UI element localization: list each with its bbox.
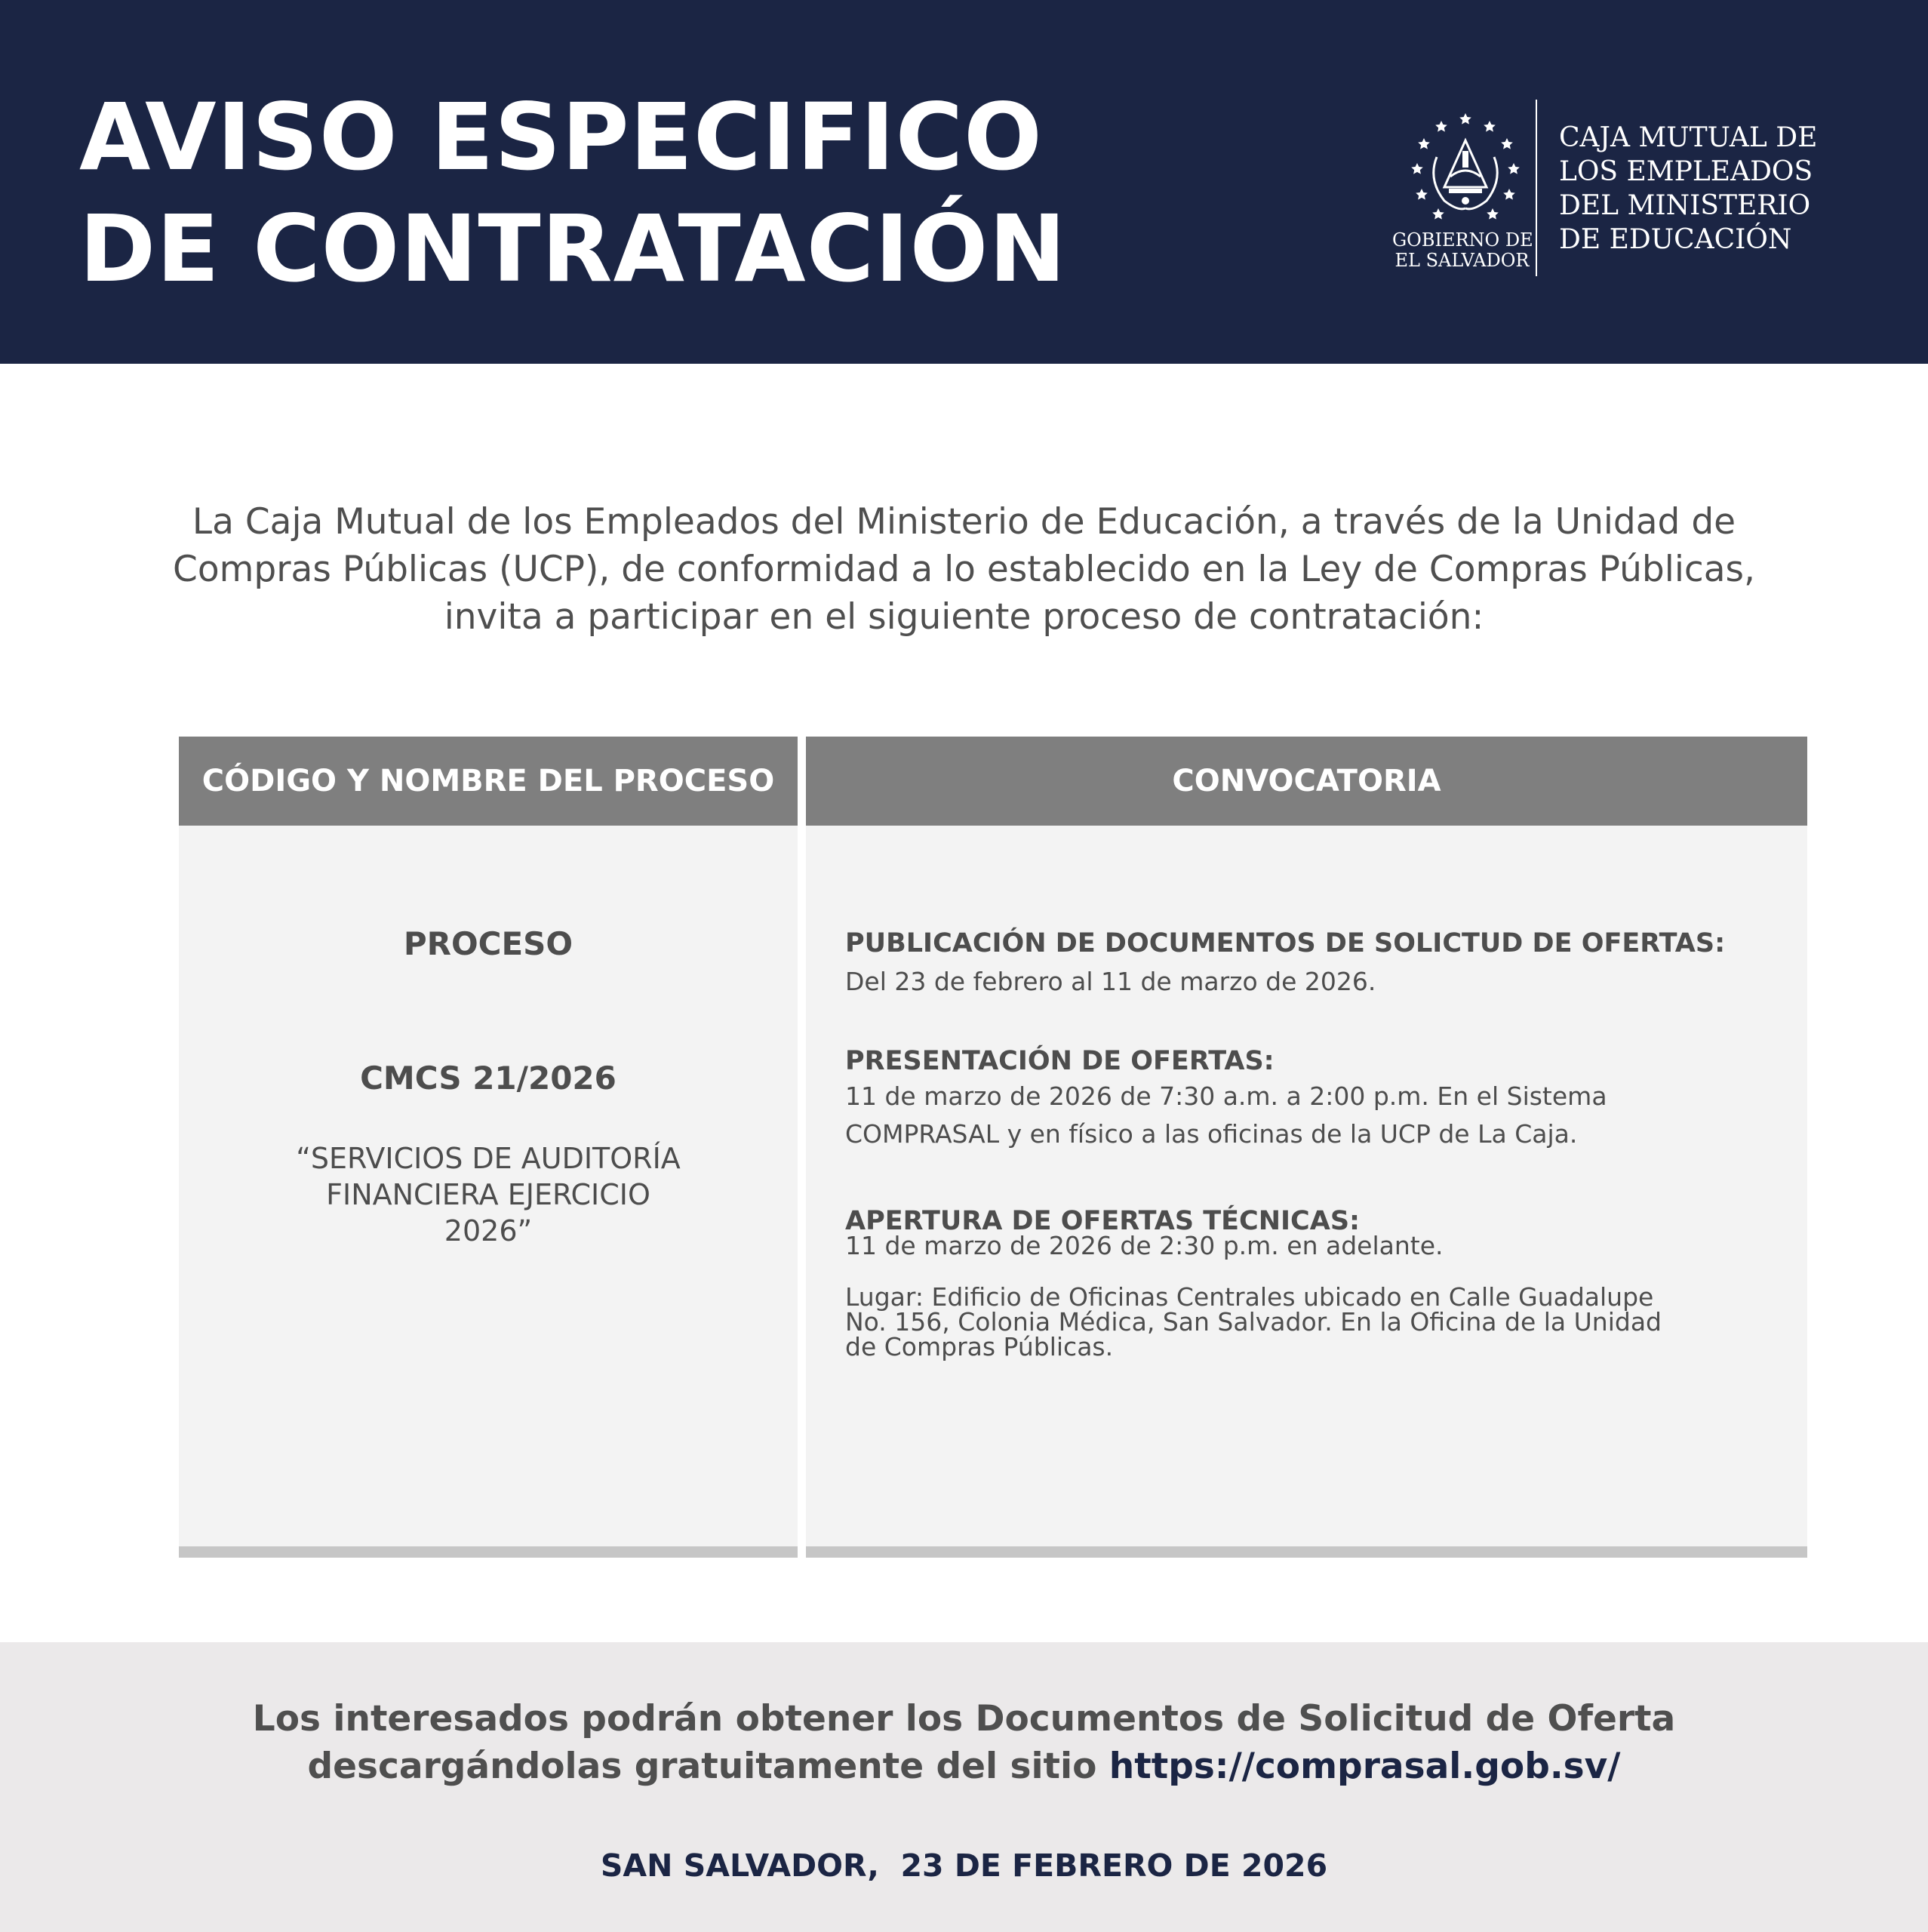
org-line-2: LOS EMPLEADOS <box>1559 156 1813 187</box>
process-name-line-1: “SERVICIOS DE AUDITORÍA <box>296 1142 681 1175</box>
intro-paragraph <box>113 498 1815 641</box>
opening-text: 11 de marzo de 2026 de 2:30 p.m. en adelante. <box>845 1231 1444 1260</box>
header-banner <box>0 0 1928 364</box>
submission-heading: PRESENTACIÓN DE OFERTAS: <box>845 1046 1275 1076</box>
emblem-caption <box>1392 230 1532 271</box>
organization-name <box>1559 121 1817 257</box>
process-code: CMCS 21/2026 <box>360 1060 617 1097</box>
org-line-4: DE EDUCACIÓN <box>1559 224 1792 255</box>
process-name-line-2: FINANCIERA EJERCICIO <box>326 1178 650 1211</box>
publication-text: Del 23 de febrero al 11 de marzo de 2026. <box>845 967 1376 996</box>
place-date-line: SAN SALVADOR, 23 DE FEBRERO DE 2026 <box>600 1847 1328 1884</box>
org-line-1: CAJA MUTUAL DE <box>1559 122 1818 153</box>
comprasal-link[interactable]: https://comprasal.gob.sv/ <box>1109 1746 1621 1787</box>
process-name-line-3: 2026” <box>444 1214 533 1247</box>
title-line-1: AVISO ESPECIFICO <box>79 84 1043 191</box>
logo-divider <box>1536 100 1537 276</box>
place-text <box>845 1284 1662 1359</box>
process-name <box>179 1140 798 1249</box>
process-label: PROCESO <box>403 925 573 962</box>
emblem-caption-line-1: GOBIERNO DE <box>1392 229 1533 251</box>
call-column <box>806 737 1807 1558</box>
process-column-footer-bar <box>179 1546 798 1558</box>
place-line-2: No. 156, Colonia Médica, San Salvador. En la Oficina de la Unidad <box>845 1307 1662 1337</box>
footer-panel <box>0 1642 1928 1932</box>
footer-message <box>0 1695 1928 1790</box>
title-line-2: DE CONTRATACIÓN <box>79 195 1067 303</box>
footer-line-1: Los interesados podrán obtener los Documentos de Solicitud de Oferta <box>252 1698 1676 1740</box>
call-column-footer-bar <box>806 1546 1807 1558</box>
call-column-header: CONVOCATORIA <box>806 737 1807 826</box>
intro-line-3: invita a participar en el siguiente proceso de contratación: <box>444 596 1484 638</box>
org-line-3: DEL MINISTERIO <box>1559 190 1811 221</box>
process-column <box>179 737 798 1558</box>
submission-line-2: COMPRASAL y en físico a las oficinas de la UCP de La Caja. <box>845 1119 1578 1149</box>
footer-line-2 <box>0 1743 1928 1790</box>
emblem-caption-line-2: EL SALVADOR <box>1394 250 1530 271</box>
intro-line-2: Compras Públicas (UCP), de conformidad a lo establecido en la Ley de Compras Públicas, <box>173 549 1755 590</box>
publication-heading: PUBLICACIÓN DE DOCUMENTOS DE SOLICTUD DE OFERTAS: <box>845 928 1726 958</box>
process-column-header: CÓDIGO Y NOMBRE DEL PROCESO <box>179 737 798 826</box>
submission-line-1: 11 de marzo de 2026 de 7:30 a.m. a 2:00 p.m. En el Sistema <box>845 1081 1607 1111</box>
opening-heading: APERTURA DE OFERTAS TÉCNICAS: <box>845 1206 1361 1236</box>
submission-text <box>845 1078 1607 1153</box>
page-title <box>79 82 1066 305</box>
footer-line-2-prefix: descargándolas gratuitamente del sitio <box>307 1746 1109 1787</box>
place-line-1: Lugar: Edificio de Oficinas Centrales ubicado en Calle Guadalupe <box>845 1282 1654 1312</box>
intro-line-1: La Caja Mutual de los Empleados del Ministerio de Educación, a través de la Unidad de <box>192 501 1736 543</box>
place-line-3: de Compras Públicas. <box>845 1332 1114 1361</box>
